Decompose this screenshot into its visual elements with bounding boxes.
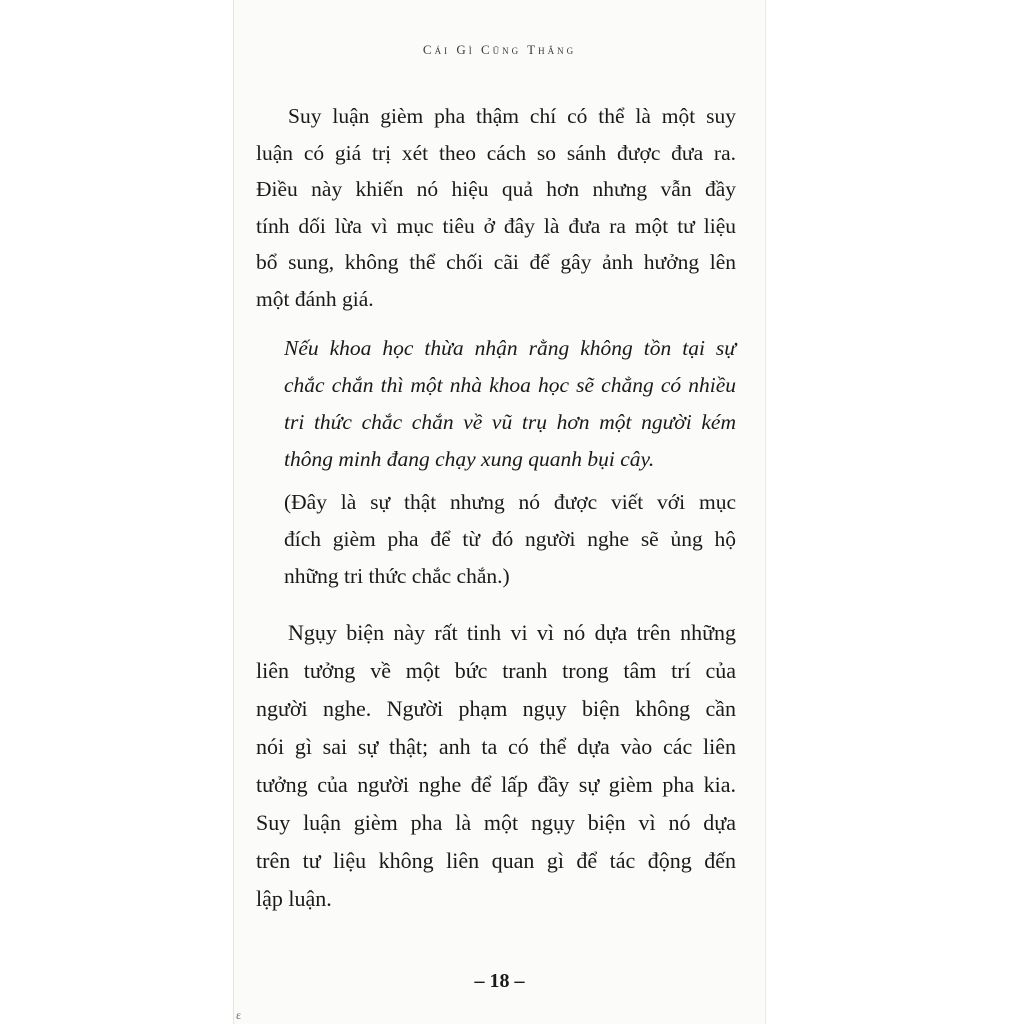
running-head: Cái Gì Cũng Thắng — [422, 42, 577, 57]
text-line: nói gì sai sự thật; anh ta có thể dựa vào các liên — [256, 734, 736, 759]
corner-mark: ε — [236, 1008, 242, 1022]
text-line: tính dối lừa vì mục tiêu ở đây là đưa ra một tư liệu — [256, 213, 736, 238]
text-line: trên tư liệu không liên quan gì để tác động đến — [256, 848, 736, 873]
text-line: tưởng của người nghe để lấp đầy sự gièm pha kia. — [256, 772, 736, 797]
text-line: Ngụy biện này rất tinh vi vì nó dựa trên những — [288, 620, 736, 645]
text-line: người nghe. Người phạm ngụy biện không cần — [256, 696, 736, 721]
text-line: đích gièm pha để từ đó người nghe sẽ ủng hộ — [284, 527, 736, 551]
text-line: lập luận. — [256, 886, 332, 911]
text-line: (Đây là sự thật nhưng nó được viết với mục — [284, 490, 736, 514]
example-note — [284, 484, 736, 595]
example-quote — [284, 330, 736, 478]
text-line: luận có giá trị xét theo cách so sánh được đưa ra. — [256, 140, 736, 165]
text-line: liên tưởng về một bức tranh trong tâm trí của — [256, 658, 736, 683]
page-number: – 18 – — [474, 970, 525, 992]
text-line: Điều này khiến nó hiệu quả hơn nhưng vẫn đầy — [256, 177, 736, 201]
paragraph-2 — [256, 614, 736, 918]
text-line: những tri thức chắc chắn.) — [284, 564, 510, 588]
text-line: Suy luận gièm pha thậm chí có thể là một suy — [288, 104, 736, 128]
text-line: Suy luận gièm pha là một ngụy biện vì nó dựa — [256, 810, 736, 835]
text-line: bổ sung, không thể chối cãi để gây ảnh hưởng lên — [256, 250, 736, 274]
text-line: Nếu khoa học thừa nhận rằng không tồn tại sự — [284, 336, 736, 360]
book-page — [233, 0, 766, 1024]
text-line: chắc chắn thì một nhà khoa học sẽ chẳng có nhiều — [284, 373, 736, 397]
text-line: thông minh đang chạy xung quanh bụi cây. — [284, 447, 655, 471]
text-line: một đánh giá. — [256, 286, 374, 311]
paragraph-1 — [256, 98, 736, 317]
text-line: tri thức chắc chắn về vũ trụ hơn một người kém — [284, 410, 736, 434]
